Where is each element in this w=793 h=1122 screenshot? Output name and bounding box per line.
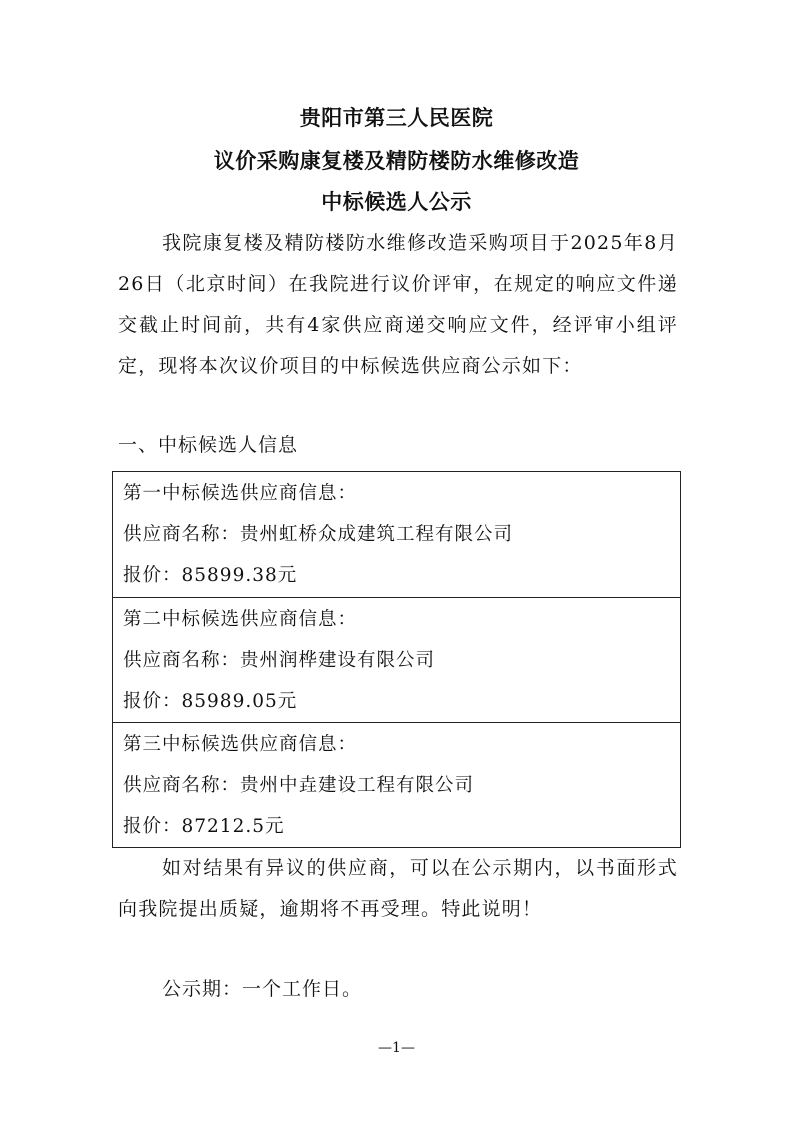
title-announcement: 中标候选人公示 — [321, 189, 472, 214]
candidate-price: 报价：85989.05元 — [123, 691, 298, 712]
candidates-table — [112, 471, 681, 848]
title-hospital: 贵阳市第三人民医院 — [299, 105, 494, 130]
candidate-heading: 第三中标候选供应商信息： — [123, 734, 358, 755]
intro-paragraph: 我院康复楼及精防楼防水维修改造采购项目于2025年8月26日（北京时间）在我院进行议价评审，在规定的响应文件递交截止时间前，共有4家供应商递交响应文件，经评审小组评定，现将本次议价项目的中标候选供应商公示如下： — [118, 232, 678, 377]
candidate-row-3 — [113, 722, 680, 847]
candidate-name: 供应商名称：贵州中垚建设工程有限公司 — [123, 775, 475, 796]
title-project: 议价采购康复楼及精防楼防水维修改造 — [213, 148, 580, 173]
closing-paragraph: 如对结果有异议的供应商，可以在公示期内，以书面形式向我院提出质疑，逾期将不再受理。特此说明！ — [118, 857, 678, 920]
candidate-row-2 — [113, 597, 680, 722]
candidate-heading: 第二中标候选供应商信息： — [123, 609, 358, 630]
page-number: —1— — [378, 1040, 415, 1056]
publicity-period: 公示期：一个工作日。 — [162, 978, 363, 1000]
candidate-price: 报价：85899.38元 — [123, 565, 298, 586]
candidate-heading: 第一中标候选供应商信息： — [123, 483, 358, 504]
candidate-price: 报价：87212.5元 — [123, 816, 285, 837]
candidate-row-1 — [113, 472, 680, 597]
candidate-name: 供应商名称：贵州虹桥众成建筑工程有限公司 — [123, 524, 514, 545]
candidate-name: 供应商名称：贵州润桦建设有限公司 — [123, 650, 436, 671]
section-heading: 一、中标候选人信息 — [118, 434, 299, 456]
